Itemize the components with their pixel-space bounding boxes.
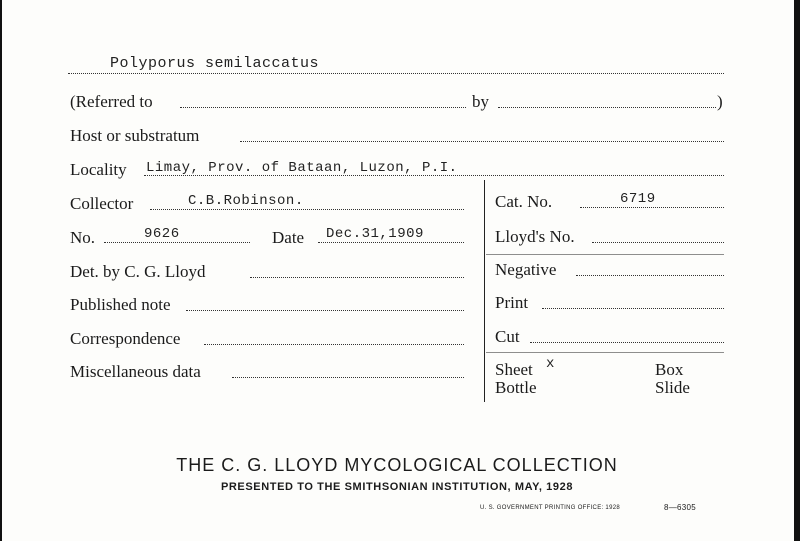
det-by-label: Det. by C. G. Lloyd (70, 262, 206, 281)
host-label: Host or substratum (70, 126, 200, 145)
cut-label: Cut (495, 327, 520, 346)
by-label: by (472, 92, 489, 111)
specimen-name: Polyporus semilaccatus (110, 55, 320, 72)
by-line (498, 107, 716, 108)
print-label: Print (495, 293, 529, 312)
locality-line (144, 175, 724, 176)
right-panel-divider (484, 180, 485, 402)
right-scan-edge (794, 0, 800, 541)
lloyds-no-line (592, 242, 724, 243)
correspondence-line (204, 344, 464, 345)
det-by-line (250, 277, 464, 278)
published-note-line (186, 310, 464, 311)
cat-no-label: Cat. No. (495, 192, 553, 211)
locality-label: Locality (70, 160, 127, 179)
sheet-label: Sheet (495, 360, 533, 379)
number-line (104, 242, 250, 243)
host-line (240, 141, 724, 142)
cut-line (530, 342, 724, 343)
published-note-label: Published note (70, 295, 171, 314)
print-line (542, 308, 724, 309)
collector-value: C.B.Robinson. (188, 193, 304, 209)
collector-line (150, 209, 464, 210)
form-number: 8—6305 (664, 503, 697, 512)
number-value: 9626 (144, 226, 180, 242)
right-panel-rule-lower (486, 352, 724, 353)
date-label: Date (272, 228, 305, 247)
bottle-label: Bottle (495, 378, 537, 397)
collection-title: THE C. G. LLOYD MYCOLOGICAL COLLECTION (176, 455, 618, 475)
misc-data-line (232, 377, 464, 378)
collector-label: Collector (70, 194, 134, 213)
referred-to-label: (Referred to (70, 92, 153, 111)
close-paren: ) (717, 92, 723, 111)
number-label: No. (70, 228, 96, 247)
misc-data-label: Miscellaneous data (70, 362, 201, 381)
slide-label: Slide (655, 378, 690, 397)
specimen-name-line (68, 73, 724, 74)
printing-office-note: U. S. GOVERNMENT PRINTING OFFICE: 1928 (480, 505, 620, 511)
right-panel-rule (486, 254, 724, 255)
box-label: Box (655, 360, 684, 379)
negative-line (576, 275, 724, 276)
collection-subtitle: PRESENTED TO THE SMITHSONIAN INSTITUTION, MAY, 1928 (220, 481, 574, 493)
sheet-mark: x (546, 356, 555, 372)
cat-no-value: 6719 (620, 191, 656, 207)
cat-no-line (580, 207, 724, 208)
locality-value: Limay, Prov. of Bataan, Luzon, P.I. (146, 160, 458, 176)
date-value: Dec.31,1909 (326, 226, 424, 242)
referred-to-line (180, 107, 466, 108)
lloyds-no-label: Lloyd's No. (495, 227, 575, 246)
correspondence-label: Correspondence (70, 329, 181, 348)
date-line (318, 242, 464, 243)
negative-label: Negative (495, 260, 557, 279)
